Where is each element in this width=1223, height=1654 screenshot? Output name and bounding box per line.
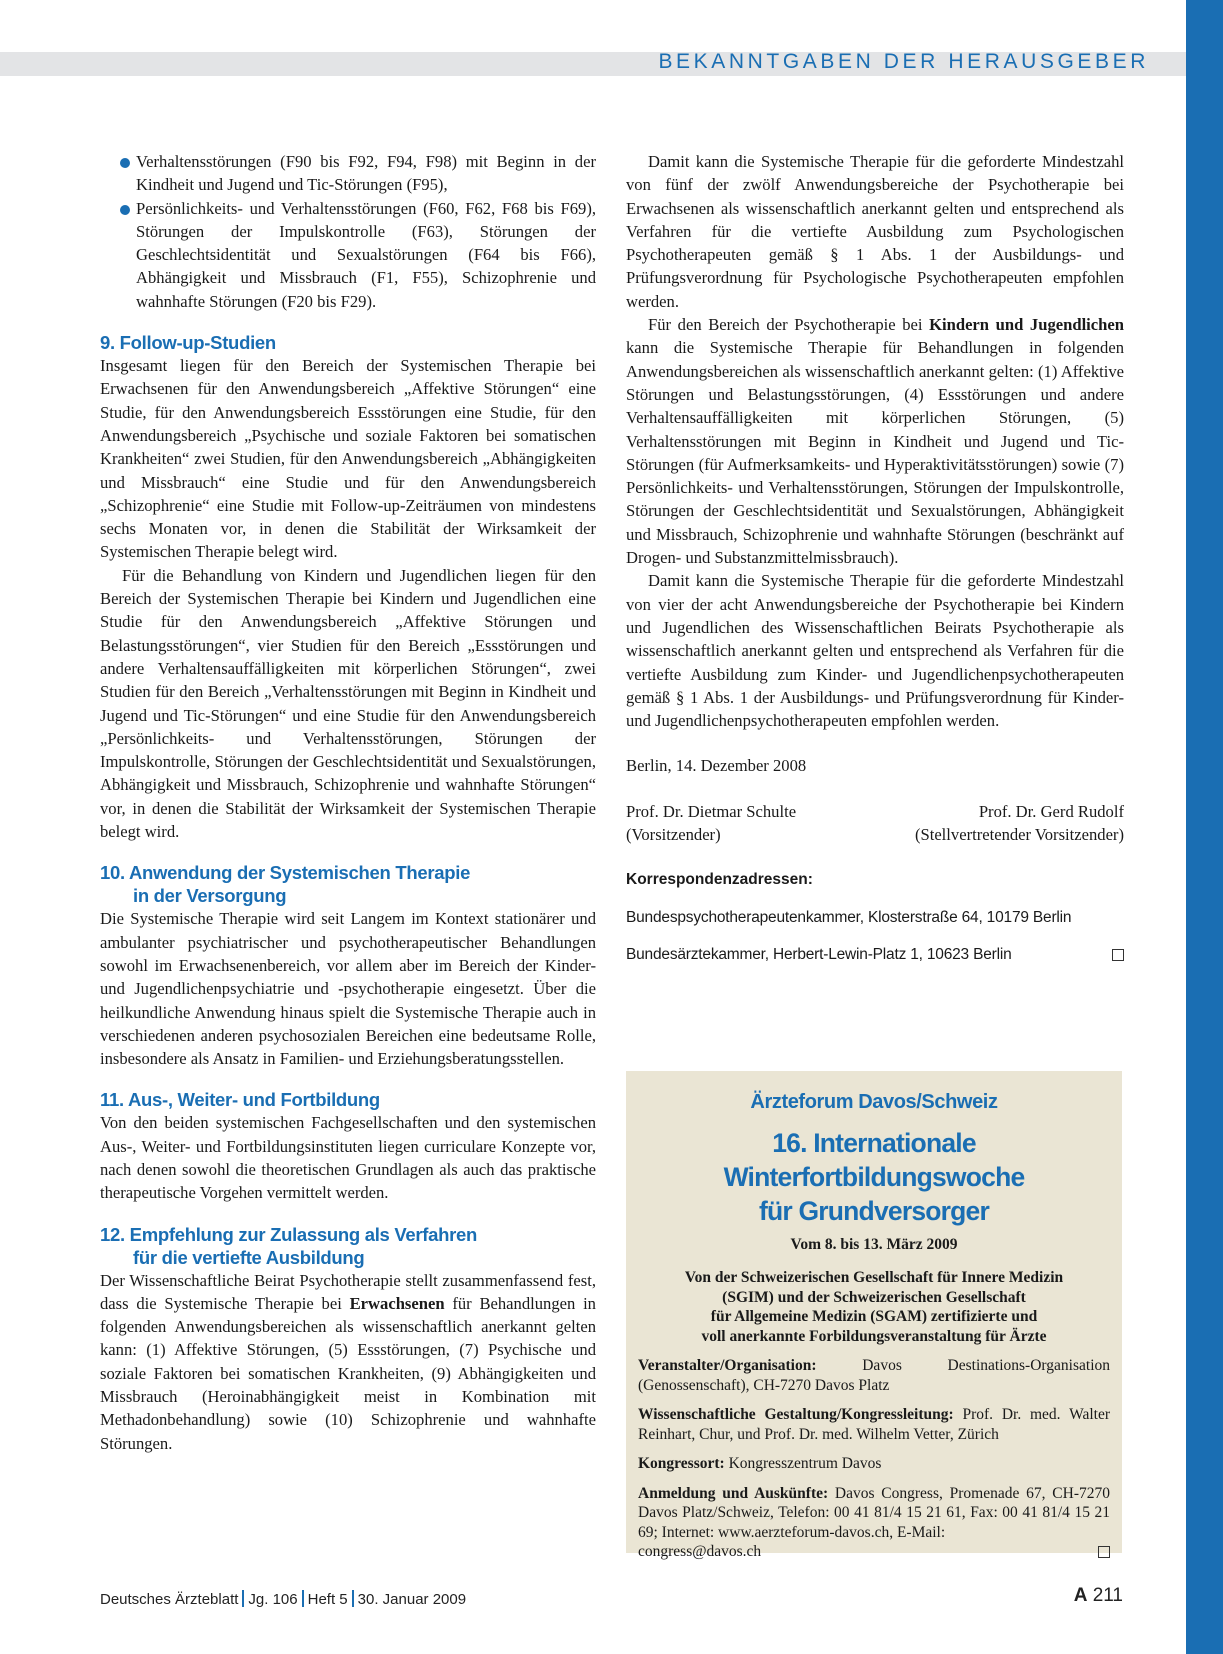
ad-dates: Vom 8. bis 13. März 2009 [790,1236,958,1253]
ad-organizer: Veranstalter/Organisation: Davos Destinations-Organisation (Genossenschaft), CH-7270 Davos Platz [638,1357,1110,1394]
ad-registration: Anmeldung und Auskünfte: Davos Congress, Promenade 67, CH-7270 Davos Platz/Schweiz, Telefon: 00 41 81/4 15 21 61, Fax: 00 41 81/4 15 21 69; Internet: www.aerzteforum-davos.ch, E-Mail: congress@davos.ch [638,1484,1110,1560]
signatures [626,800,1124,847]
correspondence-address: Bundespsychotherapeutenkammer, Klosterstraße 64, 10179 Berlin [626,908,1072,926]
section-header: BEKANNTGABEN DER HERAUSGEBER [658,50,1149,73]
page-number: A 211 [1073,1585,1123,1606]
separator [302,1590,304,1607]
bullet-list [100,150,596,313]
left-column [100,150,596,1455]
paragraph: Der Wissenschaftliche Beirat Psychotherapie stellt zusammenfassend fest, dass die Systemische Therapie bei Erwachsenen für Behandlungen in folgenden Anwendungsbereichen als wissenschaftlich anerkannt gelten kann: (1) Affektive Störungen, (5) Essstörungen, (7) Psychische und soziale Faktoren bei somatischen Krankheiten, (9) Abhängigkeiten und Missbrauch (Heroinabhängigkeit meist in Kombination mit Methadonbehandlung) sowie (10) Schizophrenie und wahnhafte Störungen. [100,1270,596,1453]
separator [352,1590,354,1607]
paragraph: Für den Bereich der Psychotherapie bei Kindern und Jugendlichen kann die Systemische Therapie für Behandlungen in folgenden Anwendungsbereichen als wissenschaftlich anerkannt gelten: (1) Affektive Störungen und Belastungsstörungen, (4) Essstörungen und andere Verhaltensauffälligkeiten mit körperlichen Störungen, (5) Verhaltensstörungen mit Beginn in Kindheit und Jugend und Tic-Störungen (für Aufmerksamkeits- und Hyperaktivitätsstörungen) sowie (7) Persönlichkeits- und Verhaltensstörungen, Störungen der Impulskontrolle, Störungen der Geschlechtsidentität und Sexualstörungen, Abhängigkeit und Missbrauch, Schizophrenie und wahnhafte Störungen (beschränkt auf Drogen- und Substanzmittelmissbrauch). [626,315,1124,568]
separator [242,1590,244,1607]
end-mark-icon [1098,1546,1110,1558]
ad-kicker: Ärzteforum Davos/Schweiz [750,1091,998,1113]
heading-empfehlung: 12. Empfehlung zur Zulassung als Verfahren für die vertiefte Ausbildung [100,1223,478,1268]
signature-right: Prof. Dr. Gerd Rudolf (Stellvertretender Vorsitzender) [914,801,1124,845]
ad-venue: Kongressort: Kongresszentrum Davos [638,1455,882,1472]
footer-citation: Deutsches Ärzteblatt Jg. 106 Heft 5 30. Januar 2009 [100,1591,467,1608]
paragraph: Damit kann die Systemische Therapie für die geforderte Mindestzahl von fünf der zwölf Anwendungsbereiche der Psychotherapie bei Erwachsenen als wissenschaftlich anerkannt gelten und entsprechend als Verfahren für die vertiefte Ausbildung zum Psychologischen Psychotherapeuten gemäß § 1 Abs. 1 der Ausbildungs- und Prüfungsverordnung für Psychologische Psychotherapeuten empfohlen werden. [626,152,1124,311]
heading-anwendung: 10. Anwendung der Systemischen Therapie in der Versorgung [100,862,471,907]
list-item: Verhaltensstörungen (F90 bis F92, F94, F98) mit Beginn in der Kindheit und Jugend und Tic-Störungen (F95), [100,150,596,197]
advertisement-box [626,1071,1122,1560]
date-line: Berlin, 14. Dezember 2008 [626,756,807,776]
bullet-icon [120,205,130,215]
paragraph: Für die Behandlung von Kindern und Jugendlichen liegen für den Bereich der Systemischen Therapie bei Kindern und Jugendlichen eine Studie für den Anwendungsbereich „Affektive Störungen und Belastungsstörungen“, vier Studien für den Bereich „Essstörungen und andere Verhaltensauffälligkeiten mit körperlichen Störungen“, zwei Studien für den Bereich „Verhaltensstörungen mit Beginn in Kindheit und Jugend und Tic-Störungen“ und eine Studie für den Anwendungsbereich „Persönlichkeits- und Verhaltensstörungen, Störungen der Impulskontrolle, Störungen der Geschlechtsidentität und Sexualstörungen, Abhängigkeit und Missbrauch, Schizophrenie und wahnhafte Störungen“ vor, in denen die Stabilität der Wirksamkeit der Systemischen Therapie belegt wird. [100,565,596,842]
ad-scientific-lead: Wissenschaftliche Gestaltung/Kongressleitung: Prof. Dr. med. Walter Reinhart, Chur, und Prof. Dr. med. Wilhelm Vetter, Zürich [638,1406,1110,1443]
heading-ausbildung: 11. Aus-, Weiter- und Fortbildung [100,1089,380,1111]
paragraph: Insgesamt liegen für den Bereich der Systemischen Therapie bei Erwachsenen für den Anwendungsbereich „Affektive Störungen“ eine Studie, für den Anwendungsbereich Essstörungen eine Studie, für den Anwendungsbereich „Psychische und soziale Faktoren bei somatischen Krankheiten“ zwei Studien, für den Anwendungsbereich „Abhängigkeiten und Missbrauch“ eine Studie und für den Anwendungsbereich „Schizophrenie“ eine Studie mit Follow-up-Zeiträumen von mindestens sechs Monaten vor, in denen die Stabilität der Wirksamkeit der Systemischen Therapie belegt wird. [100,356,596,562]
correspondence-heading: Korrespondenzadressen: [626,871,813,889]
end-mark-icon [1112,949,1124,961]
list-item: Persönlichkeits- und Verhaltensstörungen (F60, F62, F68 bis F69), Störungen der Impulskontrolle (F63), Störungen der Geschlechtsidentität und Sexualstörungen (F64 bis F66), Abhängigkeit und Missbrauch (F1, F55), Schizophrenie und wahnhafte Störungen (F20 bis F29). [100,197,596,313]
signature-left: Prof. Dr. Dietmar Schulte (Vorsitzender) [626,801,797,845]
correspondence-address: Bundesärztekammer, Herbert-Lewin-Platz 1, 10623 Berlin [626,943,1124,966]
heading-follow-up: 9. Follow-up-Studien [100,332,276,354]
right-column [626,150,1124,966]
paragraph: Die Systemische Therapie wird seit Langem im Kontext stationärer und ambulanter psychiatrischer und psychotherapeutischer Behandlungen sowohl im Erwachsenenbereich, vor allem aber im Bereich der Kinder- und Jugendlichenpsychiatrie und -psychotherapie eingesetzt. Über die heilkundliche Anwendung hinaus spielt die Systemische Therapie auch in verschiedenen anderen psychosozialen Bereichen eine bedeutsame Rolle, insbesondere als Ansatz in Familien- und Erziehungsberatungsstellen. [100,909,596,1069]
right-edge-color-bar [1186,0,1223,1654]
paragraph: Damit kann die Systemische Therapie für die geforderte Mindestzahl von vier der acht Anwendungsbereiche der Psychotherapie bei Kindern und Jugendlichen des Wissenschaftlichen Beirats Psychotherapie als wissenschaftlich anerkannt gelten und entsprechend als Verfahren für die vertiefte Ausbildung zum Kinder- und Jugendlichenpsychotherapeuten gemäß § 1 Abs. 1 der Ausbildungs- und Prüfungsverordnung für Kinder- und Jugendlichenpsychotherapeuten empfohlen werden. [626,571,1124,731]
bullet-icon [120,158,130,168]
ad-certification: Von der Schweizerischen Gesellschaft für Innere Medizin (SGIM) und der Schweizerischen Gesellschaft für Allgemeine Medizin (SGAM) zertifizierte und voll anerkannte Forbildungsveranstaltung für Ärzte [684,1269,1064,1345]
paragraph: Von den beiden systemischen Fachgesellschaften und den systemischen Aus-, Weiter- und Fortbildungsinstituten liegen curriculare Konzepte vor, nach denen sowohl die theoretischen Grundlagen als auch das praktische therapeutische Vorgehen vermittelt werden. [100,1113,596,1203]
ad-title: 16. Internationale Winterfortbildungswoche für Grundversorger [723,1128,1025,1226]
